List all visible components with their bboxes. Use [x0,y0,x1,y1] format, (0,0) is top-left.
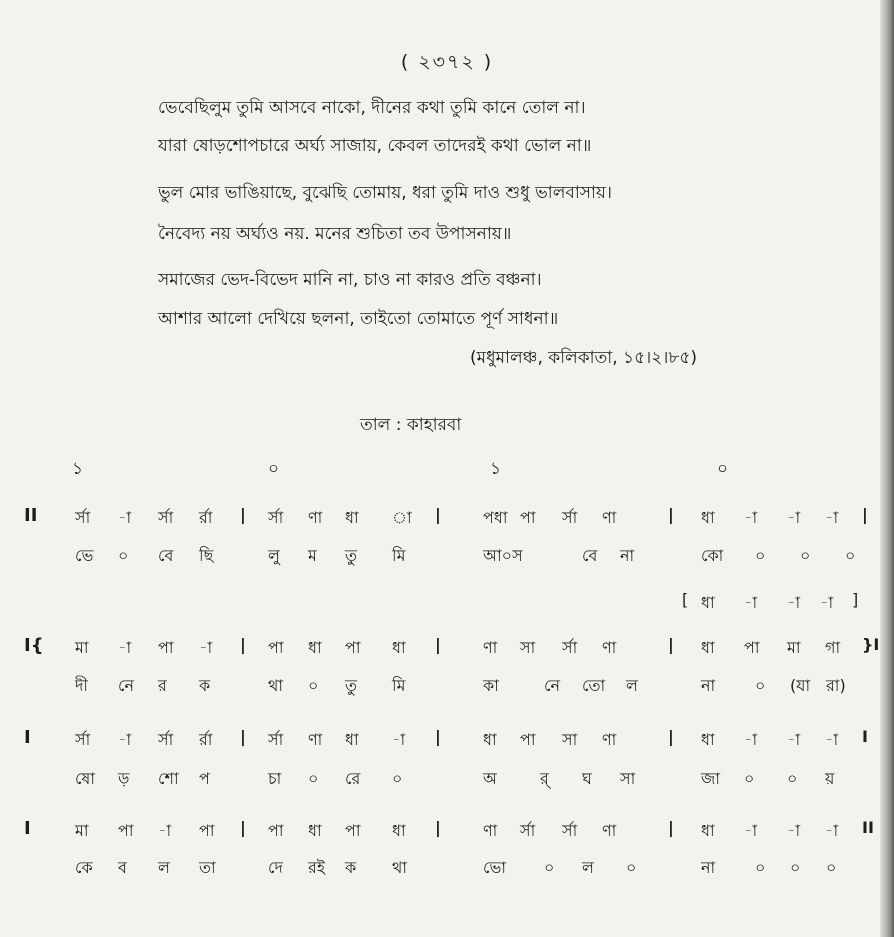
bar-line: | [435,635,441,654]
lyric-syllable: না [701,676,716,695]
row-start-mark: II [24,505,38,526]
swara-note: ধা [701,730,715,749]
swara-note: ধা [701,508,715,527]
lyric-syllable: ০ [118,546,129,565]
row-start-mark: I [24,727,31,748]
lyric-syllable: ০ [755,676,766,695]
swara-note: পধা [483,508,508,527]
swara-note: -া [820,593,834,612]
lyric-syllable: মি [392,546,406,565]
lyric-syllable: কে [75,858,93,877]
swara-note: -া [118,638,132,657]
lyric-syllable: সা [620,769,636,788]
lyric-syllable: থা [392,858,408,877]
swara-note: র্রা [199,508,213,527]
swara-note: র্রা [199,730,213,749]
notation-row [0,766,894,796]
notation-row [0,505,894,535]
swara-note: র্সা [158,730,174,749]
swara-note: সা [520,638,536,657]
row-start-mark: I{ [24,635,44,656]
swara-note: পা [158,638,174,657]
page-edge-shadow [880,0,894,937]
lyric-syllable: তু [345,546,358,565]
lyric-syllable: র [158,676,167,695]
lyric-line-2: যারা ষোড়শোপচারে অর্ঘ্য সাজায়, কেবল তাদেরই কথা ভোল না॥ [158,136,592,156]
bar-line: | [668,505,674,524]
lyric-syllable: ল [582,858,594,877]
bar-line: | [862,505,868,524]
lyric-syllable: (যা [790,676,811,695]
lyric-syllable: কা [483,676,499,695]
swara-note: ধা [392,638,406,657]
lyric-syllable: না [620,546,635,565]
swara-note: পা [345,638,361,657]
lyric-syllable: ভে [75,546,94,565]
swara-note: -া [744,508,758,527]
notation-row [0,673,894,703]
lyric-syllable: ম [308,546,317,565]
swara-note: -া [787,730,801,749]
swara-note: ধা [483,730,497,749]
lyric-syllable: ঘ [582,769,592,788]
swara-note: ণা [308,730,323,749]
lyric-syllable: রে [345,769,361,788]
song-number: ( ২৩৭২ ) [400,51,494,73]
bar-line: | [240,635,246,654]
swara-note: মা [75,638,89,657]
bar-line: | [435,818,441,837]
lyric-syllable: নে [118,676,135,695]
swara-note: পা [744,638,760,657]
lyric-syllable: ০ [392,769,403,788]
swara-note: ণা [483,638,498,657]
swara-note: ণা [602,821,617,840]
bar-line: I [862,727,868,746]
lyric-syllable: মি [392,676,406,695]
beat-mark-1: ১ [72,459,84,479]
lyric-syllable: ০ [800,546,811,565]
bar-line: }I [862,635,880,654]
beat-mark-4: ০ [717,459,729,479]
lyric-line-1: ভেবেছিলুম তুমি আসবে নাকো, দীনের কথা তুমি কানে তোল না। [158,98,586,118]
swara-note: ণা [483,821,498,840]
lyric-syllable: থা [268,676,284,695]
swara-note: ধা [701,638,715,657]
lyric-syllable: ক [345,858,357,877]
lyric-syllable: চা [268,769,282,788]
beat-mark-2: ০ [268,459,280,479]
bar-line: | [668,727,674,746]
lyric-syllable: ০ [787,769,798,788]
swara-note: পা [268,638,284,657]
lyric-syllable: ০ [845,546,856,565]
row-start-mark: I [24,818,31,839]
swara-note: -া [825,730,839,749]
lyric-syllable: ব [118,858,127,877]
swara-note: পা [520,730,536,749]
lyric-line-4: নৈবেদ্য নয় অর্ঘ্যও নয়. মনের শুচিতা তব উপাসনায়॥ [158,224,512,244]
swara-note: পা [520,508,536,527]
source-attribution: (মধুমালঞ্চ, কলিকাতা, ১৫।২।৮৫) [470,348,698,368]
lyric-syllable: আ০স [483,546,523,565]
lyric-syllable: নে [544,676,561,695]
swara-note: -া [825,821,839,840]
swara-note: মা [787,638,801,657]
swara-note: র্সা [268,508,284,527]
swara-note: -া [118,730,132,749]
bar-line: | [240,818,246,837]
lyric-syllable: অ [483,769,497,788]
swara-note: র্সা [562,508,578,527]
swara-note: ধা [345,508,359,527]
swara-note: ধা [392,821,406,840]
swara-note: পা [268,821,284,840]
swara-note: গা [825,638,841,657]
notation-row [0,590,894,620]
notation-row [0,855,894,885]
swara-note: -া [158,821,172,840]
lyric-line-6: আশার আলো দেখিয়ে ছলনা, তাইতো তোমাতে পূর্ণ সাধনা॥ [158,309,559,329]
swara-note: র্সা [520,821,536,840]
lyric-syllable: ক [199,676,211,695]
bar-line: | [240,505,246,524]
swara-note: [ [682,590,689,609]
lyric-syllable: ষো [75,769,95,788]
bar-line: II [862,818,874,837]
lyric-syllable: শো [158,769,179,788]
swara-note: পা [199,821,215,840]
swara-note: পা [345,821,361,840]
swara-note: ] [852,590,859,609]
lyric-syllable: বে [158,546,174,565]
notation-row [0,543,894,573]
lyric-syllable: ০ [755,858,766,877]
lyric-syllable: দে [268,858,283,877]
swara-note: ধা [345,730,359,749]
swara-note: -া [787,593,801,612]
swara-note: ণা [602,508,617,527]
swara-note: -া [787,821,801,840]
beat-mark-3: ১ [490,459,502,479]
swara-note: -া [118,508,132,527]
lyric-syllable: তা [199,858,216,877]
lyric-syllable: ০ [308,769,319,788]
swara-note: র্সা [268,730,284,749]
swara-note: র্সা [75,508,91,527]
lyric-syllable: তো [582,676,606,695]
lyric-syllable: ছি [199,546,214,565]
bar-line: | [668,635,674,654]
lyric-syllable: য় [825,769,835,788]
bar-line: | [435,505,441,524]
swara-note: -া [744,821,758,840]
lyric-syllable: ০ [626,858,637,877]
lyric-syllable: ভো [483,858,507,877]
lyric-syllable: ০ [790,858,801,877]
notation-row [0,818,894,848]
swara-note: ণা [602,730,617,749]
lyric-syllable: ল [158,858,170,877]
swara-note: র্সা [75,730,91,749]
swara-note: ধা [701,593,715,612]
bar-line: | [240,727,246,746]
swara-note: সা [562,730,578,749]
swara-note: -া [744,593,758,612]
swara-note: -া [392,730,406,749]
lyric-line-3: ভুল মোর ভাঙিয়াছে, বুঝেছি তোমায়, ধরা তুমি দাও শুধু ভালবাসায়। [158,183,613,203]
lyric-syllable: জা [701,769,720,788]
notation-row [0,635,894,665]
lyric-line-5: সমাজের ভেদ-বিভেদ মানি না, চাও না কারও প্রতি বঞ্চনা। [158,270,542,290]
lyric-syllable: লু [268,546,280,565]
swara-note: ধা [701,821,715,840]
lyric-syllable: প [199,769,210,788]
swara-note: র্সা [562,638,578,657]
bar-line: | [668,818,674,837]
swara-note: র্সা [158,508,174,527]
lyric-syllable: তু [345,676,358,695]
lyric-syllable: দী [75,676,88,695]
lyric-syllable: বে [582,546,598,565]
swara-note: -া [199,638,213,657]
taal-heading: তাল : কাহারবা [360,415,462,435]
lyric-syllable: ল [626,676,638,695]
swara-note: ধা [308,638,322,657]
lyric-syllable: ০ [826,858,837,877]
swara-note: -া [787,508,801,527]
lyric-syllable: ০ [744,769,755,788]
lyric-syllable: ০ [544,858,555,877]
swara-note: ণা [308,508,323,527]
lyric-syllable: রা) [826,676,846,695]
lyric-syllable: ড় [118,769,130,788]
swara-note: মা [75,821,89,840]
lyric-syllable: ০ [308,676,319,695]
lyric-syllable: কো [701,546,724,565]
bar-line: | [435,727,441,746]
swara-note: া [392,508,412,527]
swara-note: পা [118,821,134,840]
notation-row [0,727,894,757]
lyric-syllable: ০ [755,546,766,565]
swara-note: র্সা [562,821,578,840]
swara-note: -া [744,730,758,749]
swara-note: ধা [308,821,322,840]
swara-note: -া [825,508,839,527]
lyric-syllable: না [701,858,716,877]
lyric-syllable: র্ [540,769,549,788]
swara-note: ণা [602,638,617,657]
lyric-syllable: রই [308,858,326,877]
